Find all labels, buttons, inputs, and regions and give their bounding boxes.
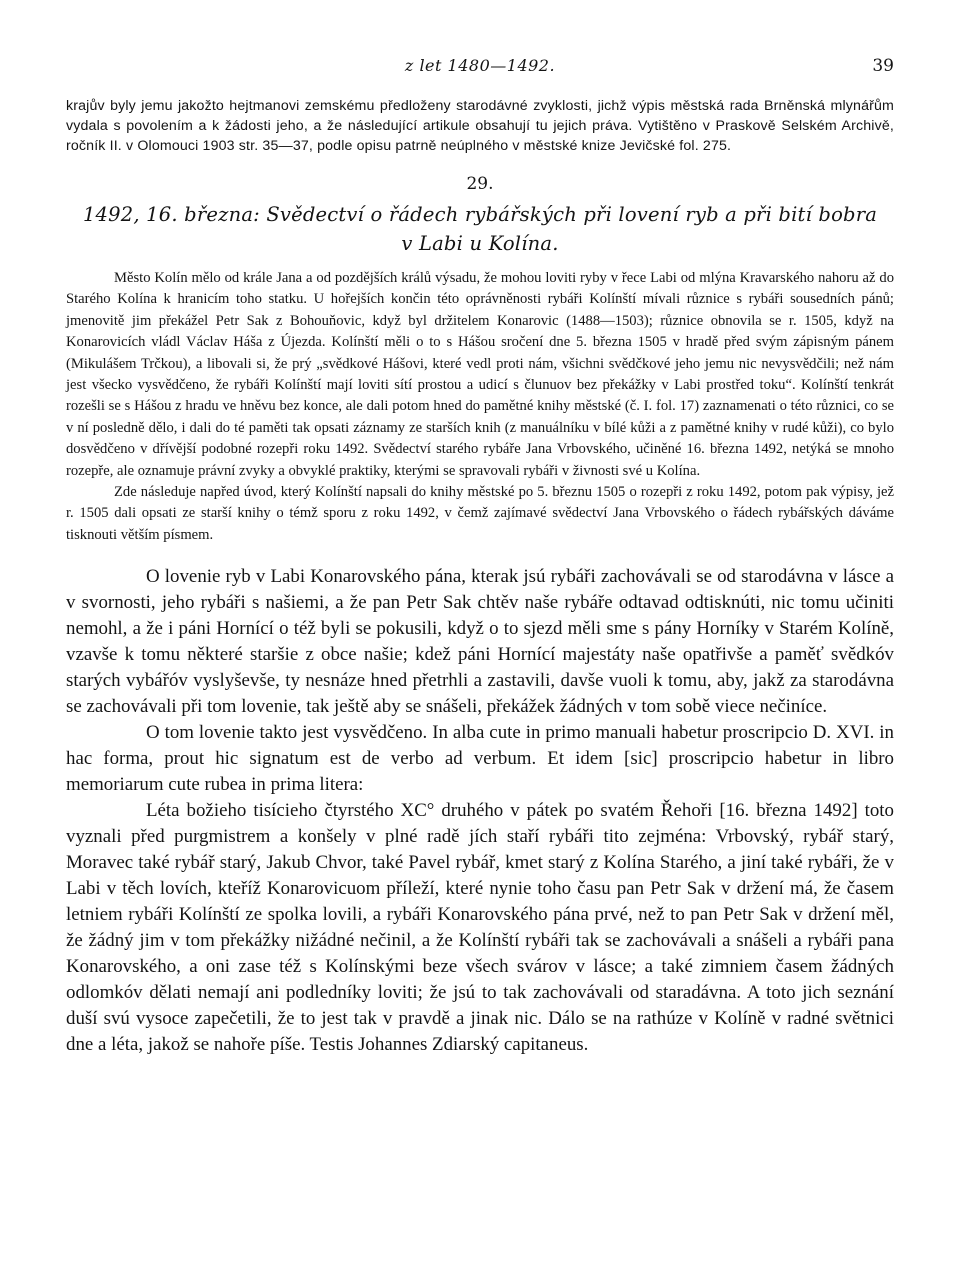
main-text-section [66, 564, 894, 1058]
main-paragraph: Léta božieho tisícieho čtyrstého XC° druhého v pátek po svatém Řehoři [16. března 1492] toto vyznali před purgmistrem a konšely v plné radě jích staří rybáři tito zejména: Vrbovský, rybář starý, Moravec také rybář starý, Jakub Chvor, také Pavel rybář, kmet starý z Kolína Starého, a jiní také rybáři, že v Labi v těch lovích, kteříž Konarovicuom příleží, které nynie toho času pan Petr Sak v držení má, že časem letniem rybáři Kolínští ze spolka lovili, a rybáři Konarovského pána prvé, než to pan Petr Sak v držení měl, že žádný jim v tom překážky nižádné nečinil, a že Kolínští rybáři tak se zachovávali a snášeli a rybáři pana Konarovského, a oni zase též s Kolínskými beze všech svárov v lásce; a také zimniem časem žádných odlomkóv dělati nemají ani podledníky loviti; že jsú to tak zachovávali od staradávna. A toto jich seznání duší svú vysoce zapečetili, že to jest tak v pravdě a jinak nic. Dálo se na rathúze v Kolíně v radné světnici dne a léta, jakož se nahoře píše. Testis Johannes Zdiarský capitaneus. [66, 800, 894, 1056]
abstract-paragraph: Město Kolín mělo od krále Jana a od pozdějších králů výsadu, že mohou loviti ryby v řece Labi od mlýna Kravarského nahoru až do Starého Kolína k hranicím toho statku. U hořejších končin této oprávněnosti rybáři Kolínští mívali různice s rybáři sousedních pánů; jmenovitě jim překážel Petr Sak z Bohouňovic, když byl držitelem Konarovic (1488—1503); různice obnovila se r. 1505, když na Konarovicích vládl Václav Háša z Újezda. Kolínští měli o to s Hášou sročení dne 5. března 1505 v hradě před svým zápisným pánem (Mikulášem Trčkou), a libovali si, že prý „svědkové Hášovi, které vedl proti nám, všichni svědčkové jeho jemu nic nevysvědčili; než nám jest všecko vysvědčeno, že rybáři Kolínští mají loviti sítí prostou a udicí s člunuov bez překážky v Labi prostřed toku“. Kolínští tenkrát rozešli se s Hášou z hradu ve hněvu bez konce, ale dali potom hned do pamětné knihy městské (č. I. fol. 17) zaznamenati o této různici, co se v ní posledně dělo, i dali do té paměti tak opsati záznamy ze starších knih (z manuálníku v bílé kůži a z pamětné knihy v rudé kůži), co bylo dosvědčeno v dřívější podobné rozepři roku 1492. Svědectví starého rybáře Jana Vrbovského, učiněné 16. března 1492, netýká se mnoho rozepře, ale oznamuje právní zvyky a obvyklé praktiky, kterými se spravovali rybáři v živnosti své u Kolína. [66, 270, 894, 479]
document-heading [66, 200, 894, 258]
intro-paragraph: krajův byly jemu jakožto hejtmanovi zemskému předloženy starodávné zvyklosti, jichž výpis městská rada Brněnská mlynářům vydala s povolením a k žádosti jeho, a že následující artikule obsahují tu jejich práva. Vytištěno v Praskově Selském Archivě, ročník II. v Olomouci 1903 str. 35—37, podle opisu patrně neúplného v městské knize Jevičské fol. 275. [66, 98, 894, 154]
document-heading-line: v Labi u Kolína. [401, 232, 559, 255]
main-paragraph: O tom lovenie takto jest vysvědčeno. In alba cute in primo manuali habetur proscripcio D. XVI. in hac forma, prout hic signatum est de verbo ad verbum. Et idem [sic] proscripcio habetur in libro memoriarum cute rubea in prima litera: [66, 722, 894, 796]
main-paragraph: O lovenie ryb v Labi Konarovského pána, kterak jsú rybáři zachovávali se od starodávna v lásce a v svornosti, jeho rybáři s našiemi, a že pan Petr Sak chtěv naše rybáře odtavad odtisknúti, nic tomu učiniti nemohl, a že i páni Hornící o též byli se pokusili, když o to sjezd měli sme s pány Horníky v Starém Kolíně, vzavše k tomu některé staršie z obce našie; kdež páni Hornící majestáty naše opatřivše a paměť svědkóv starých vybářóv vyslyševše, ty nesnáze hned přetrhli a zastavili, davše vuoli k tomu, aby, jakž za starodávna se zachovávali při tom lovenie, tak ještě aby se snášeli, překážek žádných v tom sobě viece nečiníce. [66, 566, 894, 718]
document-number: 29. [466, 174, 494, 194]
page-header [66, 50, 894, 84]
abstract-paragraph: Zde následuje napřed úvod, který Kolínští napsali do knihy městské po 5. březnu 1505 o rozepři z roku 1492, potom pak výpisy, jež r. 1505 dali opsati ze starší knihy o témž sporu z roku 1492, v čemž zajímavé svědectví Jana Vrbovského o řádech rybářských dáváme tisknouti větším písmem. [66, 484, 894, 543]
abstract-section [66, 268, 894, 546]
page-number: 39 [872, 56, 894, 76]
document-page [66, 50, 894, 1058]
document-heading-line: 1492, 16. března: Svědectví o řádech rybářských při lovení ryb a při bití bobra [82, 203, 878, 226]
running-title: z let 1480—1492. [404, 56, 556, 75]
